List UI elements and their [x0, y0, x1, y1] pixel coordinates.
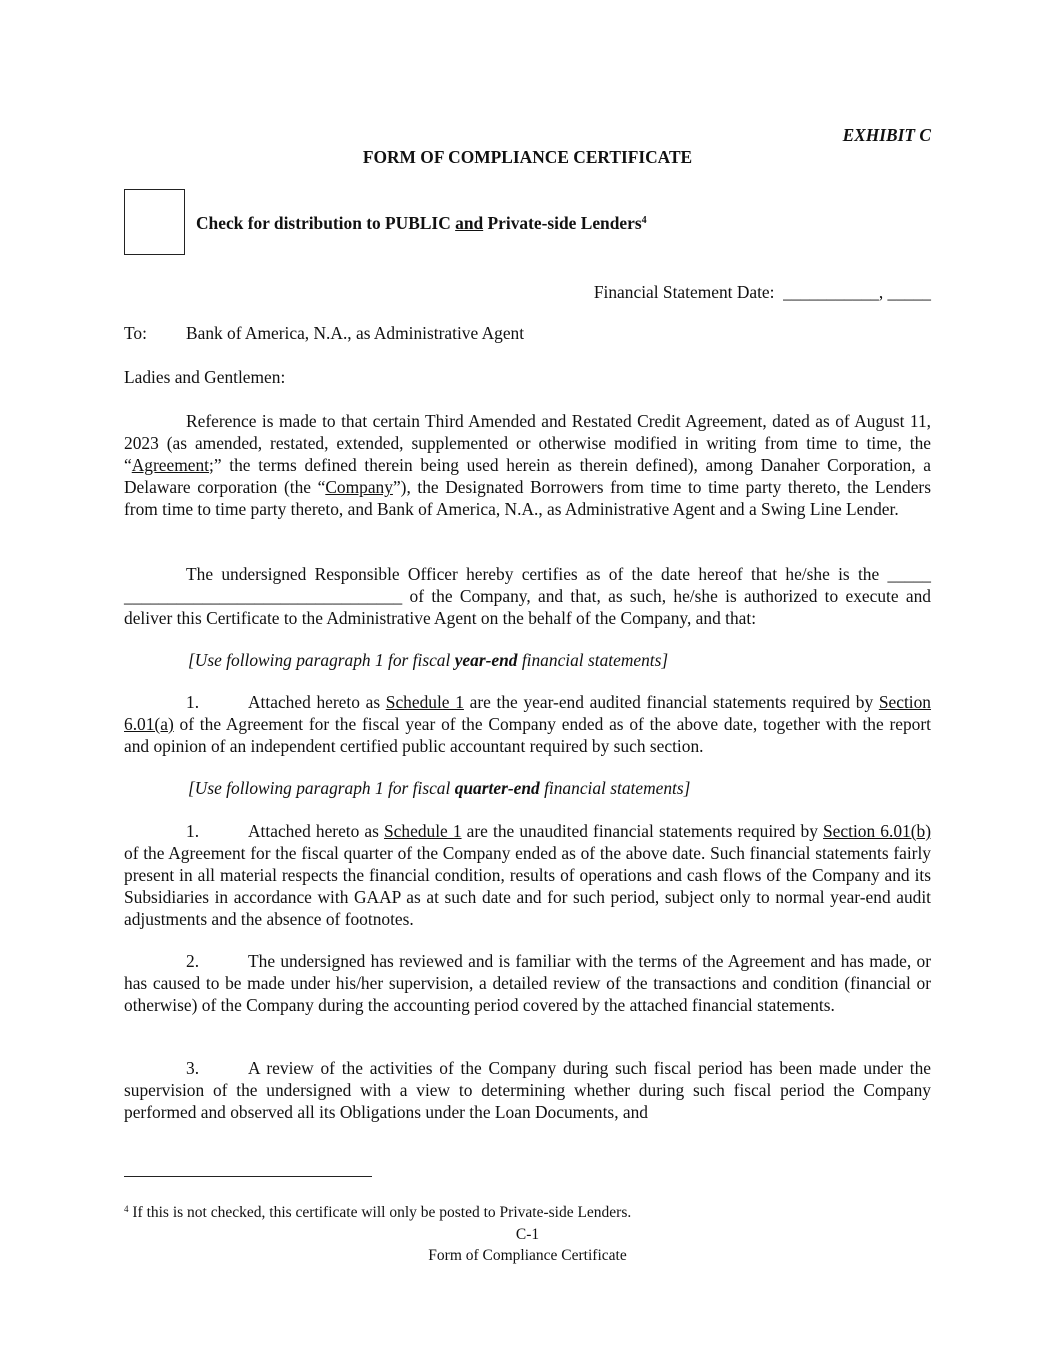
footnote-ref: 4	[641, 215, 647, 226]
exhibit-label: EXHIBIT C	[842, 125, 931, 145]
paragraph-2-text: The undersigned has reviewed and is familiar with the terms of the Agreement and has made, or has caused to be made under his/her supervision, a detailed review of the transactions and condition (financial or otherwise) of the Company during the accounting period covered by the attached financial statements.	[124, 951, 931, 1015]
quarter-end-text-3: of the Agreement for the fiscal quarter of the Company ended as of the above date. Such financial statements fairly present in all material respects the financial condition, results of operations and cash flows of the Company and its Subsidiaries in accordance with GAAP as at such date and for such period, subject only to normal year-end audit adjustments and the absence of footnotes.	[124, 843, 931, 929]
quarter-end-instruction-bold: quarter-end	[454, 778, 540, 798]
addressee-value: Bank of America, N.A., as Administrative Agent	[186, 323, 525, 343]
document-title: FORM OF COMPLIANCE CERTIFICATE	[362, 147, 693, 167]
checkbox-label-suffix: Private-side Lenders	[483, 213, 642, 233]
year-end-text-1: Attached hereto as	[248, 692, 386, 712]
public-distribution-checkbox[interactable]	[124, 189, 185, 255]
quarter-end-paragraph	[124, 820, 931, 930]
financial-statement-date-blank: ___________, _____	[774, 282, 931, 302]
paragraph-3-text: A review of the activities of the Company during such fiscal period has been made under the supervision of the undersigned with a view to determining whether during such fiscal period the Company performed and observed all its Obligations under the Loan Documents, and	[124, 1058, 931, 1122]
year-end-paragraph	[124, 691, 931, 757]
financial-statement-date-line	[500, 281, 931, 303]
paragraph-number: 1.	[186, 821, 200, 841]
paragraph-3	[124, 1057, 931, 1123]
section-reference: Section 6.01(b)	[823, 821, 931, 841]
footnote-text: If this is not checked, this certificate will only be posted to Private-side Lenders.	[128, 1204, 632, 1221]
schedule-reference: Schedule 1	[384, 821, 462, 841]
year-end-text-2: are the year-end audited financial statements required by	[463, 692, 879, 712]
year-end-text-3: of the Agreement for the fiscal year of the Company ended as of the above date, together with the report and opinion of an independent certified public accountant required by such section.	[124, 714, 931, 756]
checkbox-label-and: and	[455, 213, 484, 233]
page-number: C-1	[515, 1226, 540, 1243]
year-end-instruction-post: financial statements]	[517, 650, 669, 670]
paragraph-2	[124, 950, 931, 1016]
checkbox-label	[196, 212, 647, 234]
footer-title: Form of Compliance Certificate	[428, 1247, 627, 1264]
year-end-instruction-pre: [Use following paragraph 1 for fiscal	[188, 650, 455, 670]
intro-text-2: ;” the terms defined therein being used herein as therein defined), among Danaher Corporation, a Delaware corporation (the “	[124, 455, 931, 497]
year-end-instruction	[188, 649, 668, 671]
company-term: Company	[325, 477, 393, 497]
quarter-end-text-1: Attached hereto as	[248, 821, 385, 841]
paragraph-number: 3.	[186, 1058, 200, 1078]
paragraph-number: 2.	[186, 951, 200, 971]
certification-paragraph: The undersigned Responsible Officer hereby certifies as of the date hereof that he/she is the _____ ________________________________ of the Company, and that, as such, he/she is authorized to execute and deliver this Certificate to the Administrative Agent on the behalf of the Company, and that:	[124, 564, 931, 628]
quarter-end-text-2: are the unaudited financial statements required by	[461, 821, 824, 841]
financial-statement-date-label: Financial Statement Date:	[593, 282, 775, 302]
footnote-marker: 4	[124, 1204, 129, 1214]
quarter-end-instruction	[188, 777, 690, 799]
quarter-end-instruction-pre: [Use following paragraph 1 for fiscal	[188, 778, 455, 798]
footnote	[124, 1202, 631, 1224]
schedule-reference: Schedule 1	[385, 692, 464, 712]
intro-text-3: ”), the Designated Borrowers from time to time party thereto, the Lenders from time to time party thereto, and Bank of America, N.A., as Administrative Agent and a Swing Line Lender.	[124, 477, 931, 519]
salutation: Ladies and Gentlemen:	[124, 367, 286, 387]
paragraph-number: 1.	[186, 692, 200, 712]
intro-text-1: Reference is made to that certain Third Amended and Restated Credit Agreement, dated as of August 11, 2023 (as amended, restated, extended, supplemented or otherwise modified in writing from time to time, the “	[124, 411, 931, 475]
agreement-term: Agreement	[131, 455, 209, 475]
footnote-divider	[124, 1176, 372, 1177]
quarter-end-instruction-post: financial statements]	[539, 778, 691, 798]
checkbox-label-prefix: Check for distribution to PUBLIC	[196, 213, 456, 233]
section-reference: Section 6.01(a)	[124, 692, 932, 734]
addressee-label: To:	[124, 323, 147, 343]
intro-paragraph	[124, 410, 931, 520]
year-end-instruction-bold: year-end	[454, 650, 518, 670]
